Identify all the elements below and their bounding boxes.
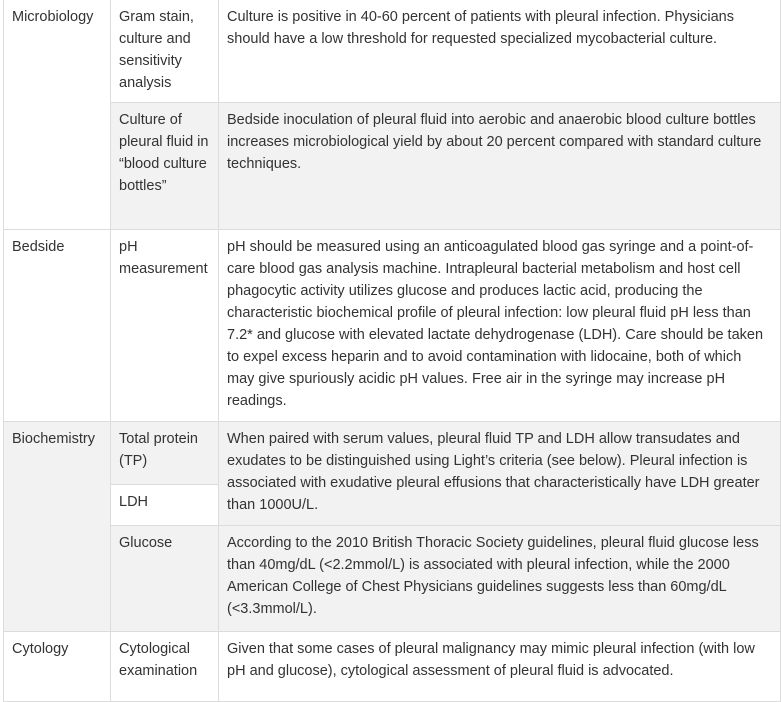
category-label: Biochemistry [12, 431, 95, 447]
description-cell [219, 632, 781, 702]
category-label: Cytology [12, 641, 69, 657]
category-label: Bedside [12, 239, 65, 255]
description-cell [219, 526, 781, 632]
table-row [4, 103, 781, 230]
category-cell [4, 632, 111, 702]
test-label: pH measurement [119, 239, 208, 277]
category-cell [4, 0, 111, 230]
description-cell [219, 422, 781, 526]
description-cell [219, 0, 781, 103]
pleural-fluid-tests-table [3, 0, 781, 702]
test-label: Gram stain, culture and sensitivity analysis [119, 9, 194, 91]
table-row [4, 526, 781, 632]
table-row [4, 632, 781, 702]
description-text: pH should be measured using an anticoagulated blood gas syringe and a point-of-care blood gas analysis machine. Intrapleural bacterial metabolism and host cell phagocytic activity utilizes glucose and produces lactic acid, producing the characteristic biochemical profile of pleural infection: low pleural fluid pH less than 7.2* and glucose with elevated lactate dehydrogenase (LDH). Care should be taken to expel excess heparin and to avoid contamination with lidocaine, both of which may give spuriously acidic pH values. Free air in the syringe may increase pH readings. [227, 239, 764, 409]
table-row [4, 0, 781, 103]
description-text: Bedside inoculation of pleural fluid into aerobic and anaerobic blood culture bottles increases microbiological yield by about 20 percent compared with standard culture techniques. [227, 112, 762, 172]
test-label: Culture of pleural fluid in “blood culture bottles” [119, 112, 209, 194]
description-cell [219, 230, 781, 422]
description-text: According to the 2010 British Thoracic Society guidelines, pleural fluid glucose less than 40mg/dL (<2.2mmol/L) is associated with pleural infection, while the 2000 American College of Chest Physicians guidelines suggests less than 60mg/dL (<3.3mmol/L). [227, 535, 759, 617]
test-label: Cytological examination [119, 641, 198, 679]
category-cell [4, 422, 111, 632]
test-cell [111, 103, 219, 230]
test-cell [111, 485, 219, 526]
table-row [4, 230, 781, 422]
test-cell [111, 526, 219, 632]
test-cell [111, 0, 219, 103]
description-cell [219, 103, 781, 230]
test-label: Glucose [119, 535, 173, 551]
test-label: LDH [119, 494, 149, 510]
description-text: When paired with serum values, pleural fluid TP and LDH allow transudates and exudates to be distinguished using Light’s criteria (see below). Pleural infection is associated with exudative pleural effusions that characteristically have LDH greater than 1000U/L. [227, 431, 760, 513]
test-cell [111, 422, 219, 485]
test-label: Total protein (TP) [119, 431, 198, 469]
description-text: Given that some cases of pleural malignancy may mimic pleural infection (with low pH and glucose), cytological assessment of pleural fluid is advocated. [227, 641, 755, 679]
test-cell [111, 230, 219, 422]
test-cell [111, 632, 219, 702]
category-cell [4, 230, 111, 422]
category-label: Microbiology [12, 9, 94, 25]
description-text: Culture is positive in 40-60 percent of patients with pleural infection. Physicians should have a low threshold for requested specialized mycobacterial culture. [227, 9, 734, 47]
table-row [4, 422, 781, 485]
